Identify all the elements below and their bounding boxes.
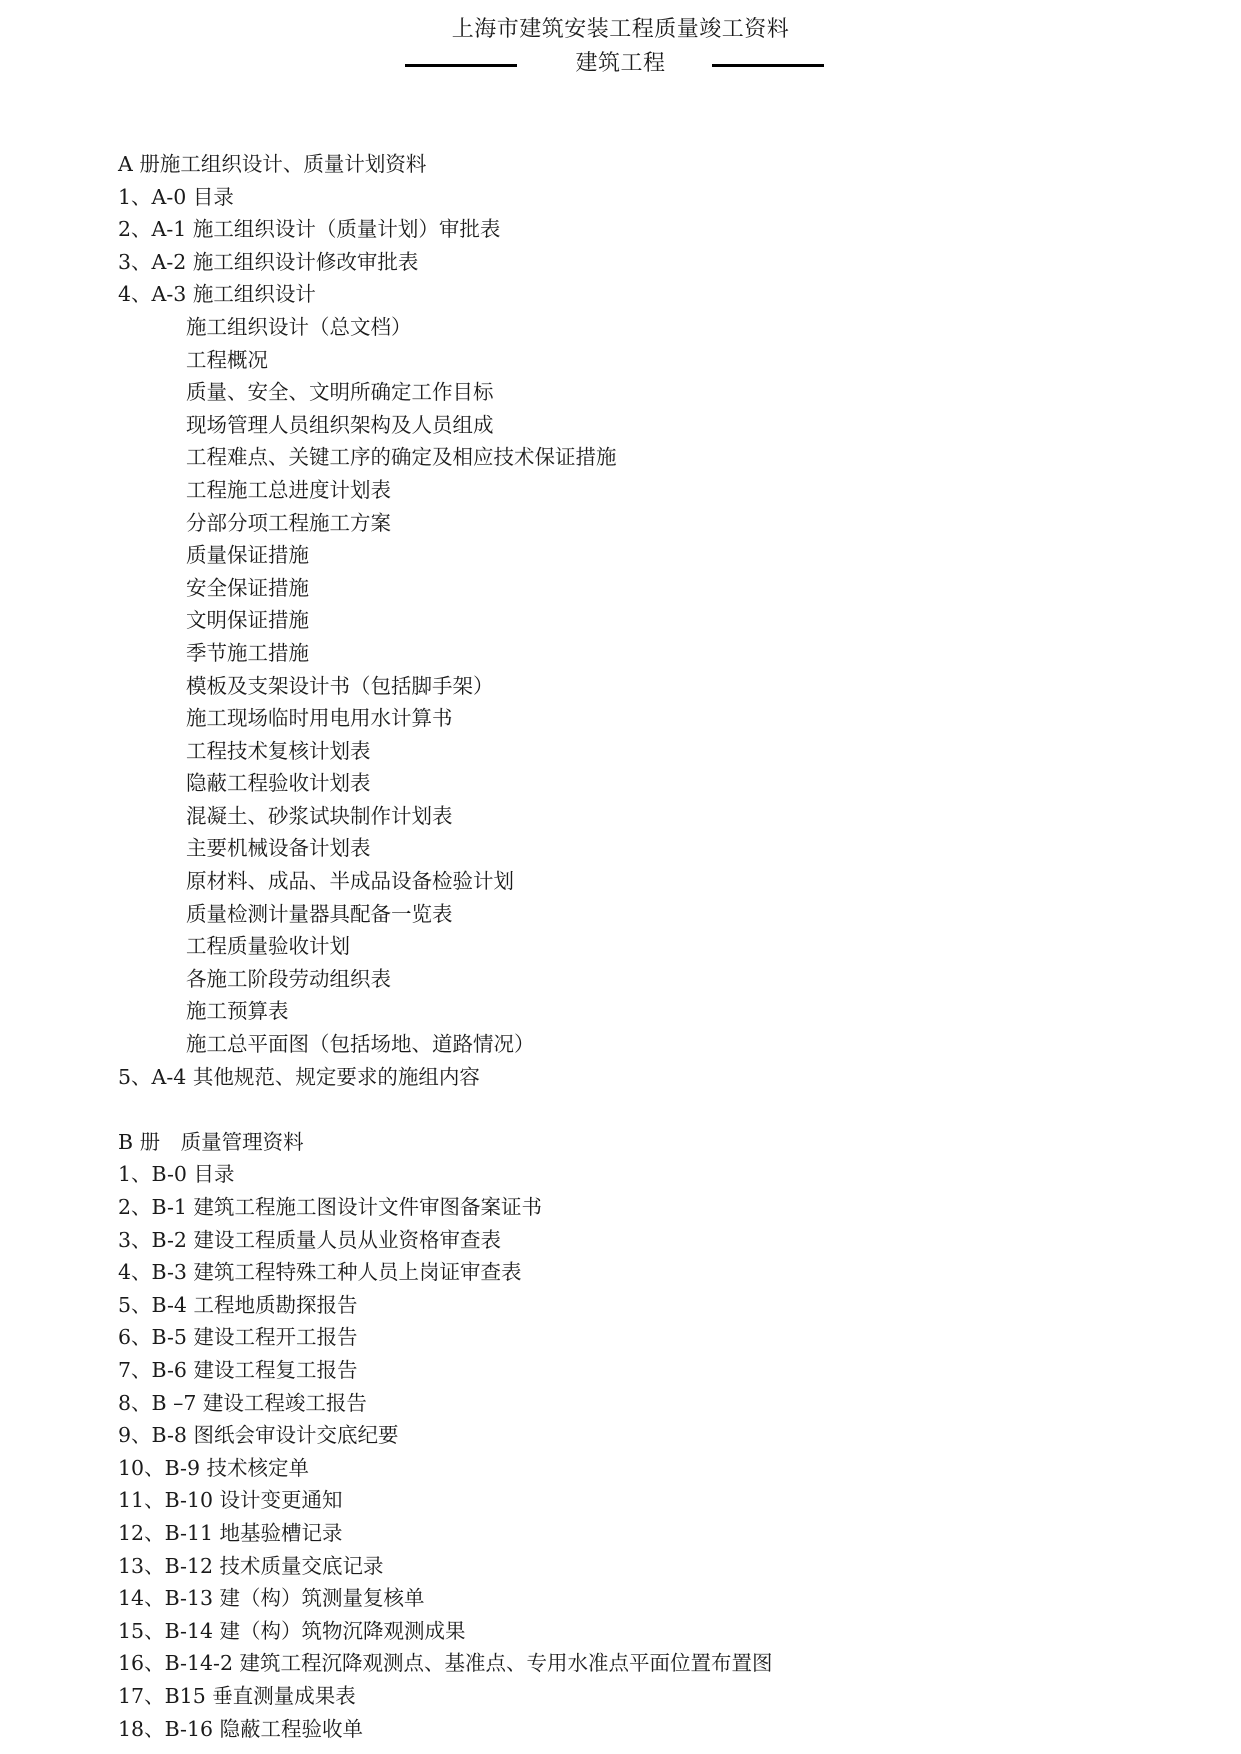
section-b-item: 1、B-0 目录 <box>118 1162 235 1187</box>
section-a-subitem: 施工组织设计（总文档） <box>186 314 412 339</box>
section-b-item: 10、B-9 技术核定单 <box>118 1455 310 1480</box>
section-a-subitem: 质量检测计量器具配备一览表 <box>186 901 453 926</box>
section-a-subitem: 施工现场临时用电用水计算书 <box>186 706 453 731</box>
section-b-item: 14、B-13 建（构）筑测量复核单 <box>118 1586 425 1611</box>
section-b-item: 17、B15 垂直测量成果表 <box>118 1683 356 1708</box>
section-b-item: 9、B-8 图纸会审设计交底纪要 <box>118 1423 399 1448</box>
section-a-item: 1、A-0 目录 <box>118 184 234 209</box>
section-a-subitem: 工程概况 <box>186 347 268 372</box>
section-a-heading: A 册施工组织设计、质量计划资料 <box>118 152 427 176</box>
section-a-subitem: 隐蔽工程验收计划表 <box>186 771 371 796</box>
section-a-subitem: 模板及支架设计书（包括脚手架） <box>186 673 494 698</box>
section-a-subitem: 季节施工措施 <box>186 640 309 665</box>
section-b-item: 4、B-3 建筑工程特殊工种人员上岗证审查表 <box>118 1260 522 1285</box>
section-a-subitem: 工程施工总进度计划表 <box>186 477 391 502</box>
section-a-item: 3、A-2 施工组织设计修改审批表 <box>118 249 419 274</box>
section-a-subitem: 现场管理人员组织架构及人员组成 <box>186 412 494 437</box>
section-a-subitem: 安全保证措施 <box>186 575 309 600</box>
section-a-subitem: 各施工阶段劳动组织表 <box>186 966 391 991</box>
section-b-item: 16、B-14-2 建筑工程沉降观测点、基准点、专用水准点平面位置布置图 <box>118 1651 773 1676</box>
section-b-item: 13、B-12 技术质量交底记录 <box>118 1553 384 1578</box>
section-b-heading: B 册 质量管理资料 <box>118 1129 304 1154</box>
section-b-item: 15、B-14 建（构）筑物沉降观测成果 <box>118 1618 466 1643</box>
section-b-item: 6、B-5 建设工程开工报告 <box>118 1325 358 1350</box>
section-gap <box>118 1093 1168 1126</box>
section-a-subitem: 文明保证措施 <box>186 608 309 633</box>
subtitle-rule-right <box>712 64 824 67</box>
subtitle-rule-left <box>405 64 517 67</box>
section-a-subitem: 工程技术复核计划表 <box>186 738 371 763</box>
document-subtitle: 建筑工程 <box>575 51 666 76</box>
section-a-subitem: 质量、安全、文明所确定工作目标 <box>186 380 494 405</box>
section-a-subitem: 分部分项工程施工方案 <box>186 510 391 535</box>
document-header <box>0 14 1241 86</box>
section-a-subitem: 原材料、成品、半成品设备检验计划 <box>186 869 514 894</box>
section-b-item: 5、B-4 工程地质勘探报告 <box>118 1292 358 1317</box>
section-b-item: 7、B-6 建设工程复工报告 <box>118 1357 358 1382</box>
section-b-item: 18、B-16 隐蔽工程验收单 <box>118 1716 364 1741</box>
section-b-item: 11、B-10 设计变更通知 <box>118 1488 343 1513</box>
section-a-subitem: 工程难点、关键工序的确定及相应技术保证措施 <box>186 445 617 470</box>
section-a-subitem: 主要机械设备计划表 <box>186 836 371 861</box>
section-b-item: 8、B –7 建设工程竣工报告 <box>118 1390 367 1415</box>
document-title: 上海市建筑安装工程质量竣工资料 <box>451 17 790 42</box>
section-a-item: 2、A-1 施工组织设计（质量计划）审批表 <box>118 217 501 242</box>
section-a-subitem: 工程质量验收计划 <box>186 934 350 959</box>
section-a-item: 4、A-3 施工组织设计 <box>118 282 316 307</box>
document-body <box>118 148 1168 1745</box>
section-a-item: 5、A-4 其他规范、规定要求的施组内容 <box>118 1064 480 1089</box>
section-a-subitem: 混凝土、砂浆试块制作计划表 <box>186 803 453 828</box>
section-a-subitem: 质量保证措施 <box>186 543 309 568</box>
section-b-item: 3、B-2 建设工程质量人员从业资格审查表 <box>118 1227 501 1252</box>
section-a-subitem: 施工预算表 <box>186 999 289 1024</box>
subtitle-row <box>0 46 1241 86</box>
section-b-item: 12、B-11 地基验槽记录 <box>118 1520 343 1545</box>
section-a-subitem: 施工总平面图（包括场地、道路情况） <box>186 1032 535 1057</box>
section-b-item: 2、B-1 建筑工程施工图设计文件审图备案证书 <box>118 1195 542 1219</box>
